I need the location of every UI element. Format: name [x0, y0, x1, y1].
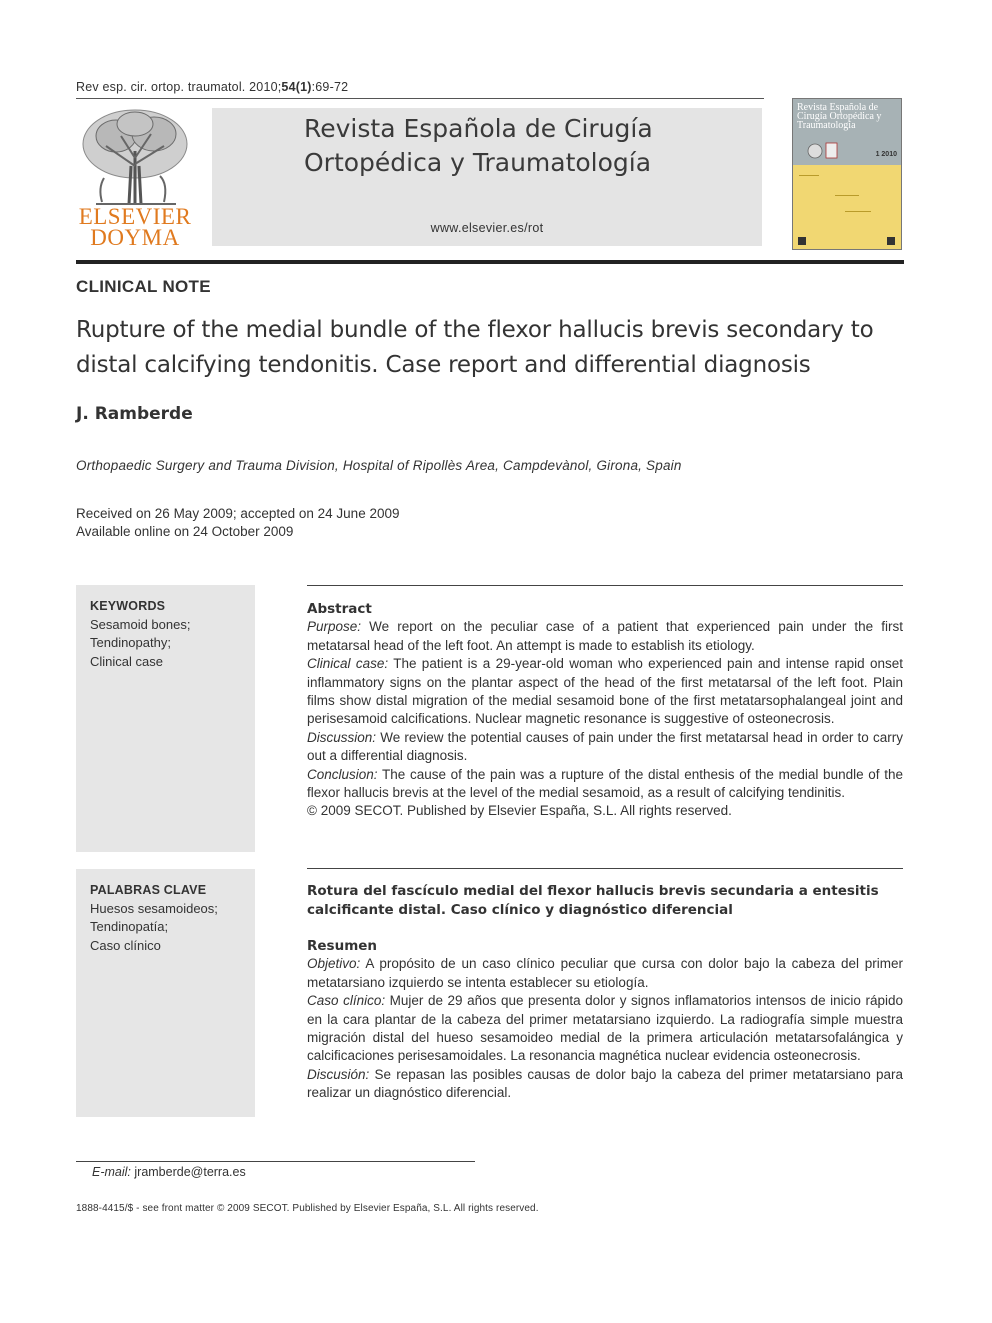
resumen-top-rule: [307, 868, 903, 869]
tree-icon: [76, 106, 194, 206]
palabra-clave-item: Huesos sesamoideos;: [90, 900, 218, 916]
front-matter-copyright: 1888-4415/$ - see front matter © 2009 SECOT. Published by Elsevier España, S.L. All rights reserved.: [76, 1203, 539, 1214]
resumen-heading: Resumen: [307, 938, 378, 954]
resumen-section: [307, 882, 903, 1103]
discussion-text: We review the potential causes of pain under the first metatarsal head in order to carry out a differential diagnosis.: [307, 729, 903, 764]
palabra-clave-item: Tendinopatía;: [90, 919, 169, 934]
caso-clinico-label: Caso clínico:: [307, 993, 386, 1009]
cover-issue: 1 2010: [875, 151, 897, 158]
discusion-label: Discusión:: [307, 1066, 370, 1082]
journal-title-line-1: Revista Española de Cirugía: [304, 114, 653, 143]
article-type: CLINICAL NOTE: [76, 277, 211, 296]
journal-cover-thumbnail: [792, 98, 902, 250]
purpose-label: Purpose:: [307, 619, 362, 635]
logo-elsevier-text: ELSEVIER: [78, 204, 192, 229]
journal-citation: [76, 80, 348, 94]
discusion-text: Se repasan las posibles causas de dolor bajo la cabeza del primer metatarsiano para realizar un diagnóstico diferencial.: [307, 1066, 903, 1101]
abstract-discussion: [307, 729, 903, 766]
journal-url[interactable]: www.elsevier.es/rot: [430, 221, 544, 235]
clinical-case-text: The patient is a 29-year-old woman who experienced pain and intense rapid onset inflammatory signs on the plantar aspect of the head of the first metatarsal of the left foot. Plain films show distal migration of the medial sesamoid bone of the first metatarsophalangeal joint and perisesamoid calcifications. Nuclear magnetic resonance is suggestive of osteonecrosis.: [307, 656, 904, 727]
logo-doyma-text: DOYMA: [90, 225, 180, 250]
palabras-clave-box: [76, 869, 255, 1117]
keyword-item: Tendinopathy;: [90, 635, 171, 650]
elsevier-doyma-logo: [76, 106, 194, 248]
citation-volume: 54(1): [281, 80, 312, 94]
article-title: Rupture of the medial bundle of the flexor hallucis brevis secondary to distal calcifying tendonitis. Case report and differential diagnosis: [76, 317, 874, 378]
clinical-case-label: Clinical case:: [307, 656, 389, 672]
author-affiliation: Orthopaedic Surgery and Trauma Division, Hospital of Ripollès Area, Campdevànol, Girona, Spain: [76, 458, 682, 473]
journal-title-line-2: Ortopédica y Traumatología: [304, 148, 652, 177]
abstract-heading: Abstract: [307, 601, 372, 617]
palabra-clave-item: Caso clínico: [90, 937, 161, 953]
abstract-conclusion: [307, 766, 903, 803]
keyword-item: Sesamoid bones;: [90, 616, 191, 632]
caso-clinico-text: Mujer de 29 años que presenta dolor y signos inflamatorios intensos de inicio rápido en la cara plantar de la cabeza del primer metatarsiano izquierdo. La radiografía simple muestra migración distal del hueso sesamoideo medial de la primera articulación metatarsofalángica y calcificaciones perisesamoidales. La resonancia magnética nuclear evidencia osteonecrosis.: [307, 993, 903, 1064]
resumen-discusion: [307, 1066, 903, 1103]
objetivo-label: Objetivo:: [307, 956, 361, 972]
abstract-top-rule: [307, 585, 903, 586]
conclusion-label: Conclusion:: [307, 766, 378, 782]
resumen-caso-clinico: [307, 992, 903, 1066]
keywords-box: [76, 585, 255, 852]
cover-marks: [793, 99, 902, 250]
abstract-purpose: [307, 618, 903, 655]
email-address[interactable]: jramberde@terra.es: [130, 1165, 246, 1179]
abstract-clinical-case: [307, 655, 903, 729]
purpose-text: We report on the peculiar case of a patient that experienced pain under the first metatarsal head of the left foot. An attempt is made to establish its etiology.: [307, 619, 903, 653]
available-online-date: Available online on 24 October 2009: [76, 524, 294, 539]
footnote-rule: [76, 1161, 475, 1162]
objetivo-text: A propósito de un caso clínico peculiar que cursa con dolor bajo la cabeza del primer metatarsiano izquierdo se intenta establecer su etiología.: [307, 956, 903, 990]
keyword-item: Clinical case: [90, 653, 163, 669]
email-label: E-mail:: [92, 1165, 131, 1179]
abstract-section: [307, 600, 903, 821]
conclusion-text: The cause of the pain was a rupture of the distal enthesis of the medial bundle of the flexor hallucis brevis at the level of the medial sesamoid, as a result of calcifying tendinitis.: [307, 766, 903, 801]
journal-title: [304, 112, 653, 180]
spanish-title: Rotura del fascículo medial del flexor hallucis brevis secundaria a entesitis calcificante distal. Caso clínico y diagnóstico diferencial: [307, 883, 879, 918]
author-email: [92, 1165, 246, 1179]
received-date: Received on 26 May 2009; accepted on 24 June 2009: [76, 506, 400, 521]
citation-prefix: Rev esp. cir. ortop. traumatol. 2010;: [76, 80, 282, 94]
article-author: J. Ramberde: [76, 404, 193, 424]
abstract-copyright: © 2009 SECOT. Published by Elsevier España, S.L. All rights reserved.: [307, 803, 732, 819]
journal-masthead: [212, 108, 762, 246]
header-bottom-rule: [76, 260, 904, 264]
palabras-clave-heading: PALABRAS CLAVE: [90, 883, 207, 897]
keywords-heading: KEYWORDS: [90, 599, 166, 613]
citation-pages: :69-72: [311, 80, 349, 94]
discussion-label: Discussion:: [307, 729, 377, 745]
cover-title: Revista Española de Cirugía Ortopédica y Traumatología: [797, 102, 882, 131]
header-rule: [76, 98, 764, 99]
resumen-objetivo: [307, 955, 903, 992]
article-dates: [76, 505, 400, 541]
